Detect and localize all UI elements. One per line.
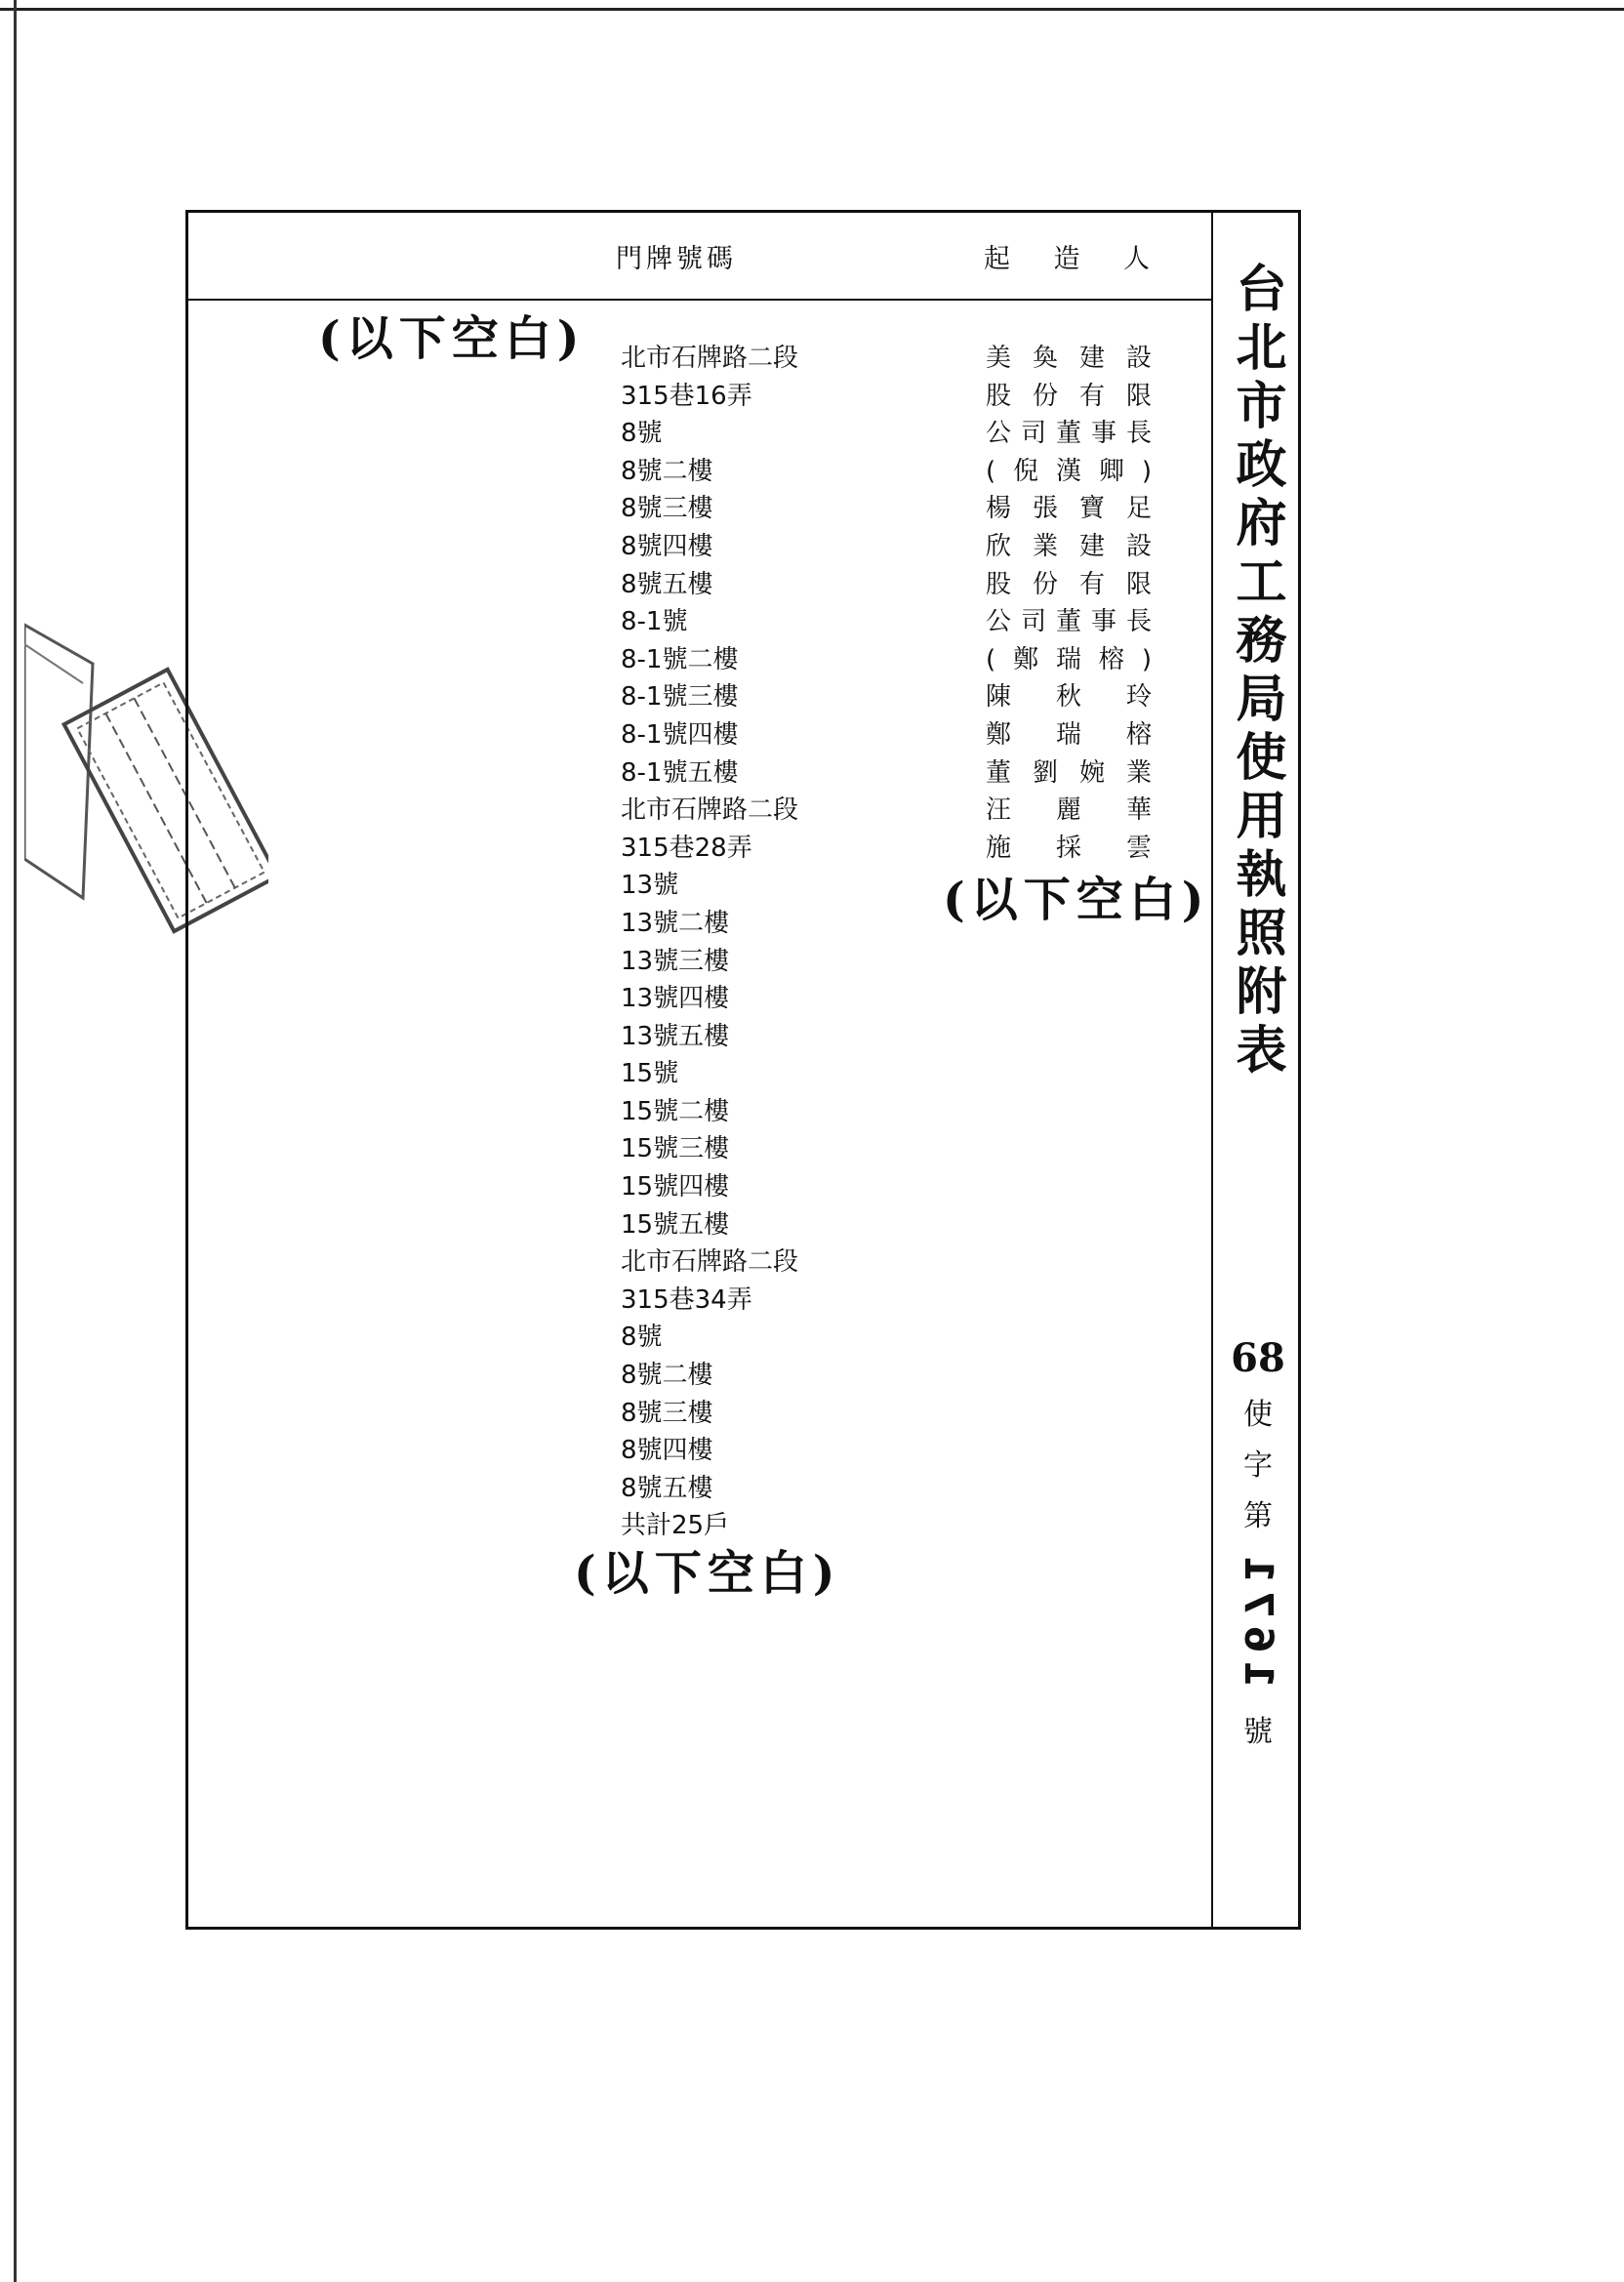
address-item: 15號五樓 [621, 1209, 730, 1240]
address-item: 8號二樓 [621, 1361, 713, 1391]
builder-item: 股份有限 [986, 381, 1152, 411]
address-item: 15號四樓 [621, 1172, 730, 1202]
address-list [621, 340, 798, 1545]
permit-number-block [1223, 1335, 1293, 1758]
builder-header-char: 人 [1123, 244, 1150, 274]
builder-item: 鄭瑞榕 [986, 719, 1152, 750]
address-item: 8號 [621, 419, 663, 449]
builder-item: 美奐建設 [986, 344, 1152, 373]
builder-item: 楊張寶足 [986, 494, 1152, 524]
address-item: 8-1號 [621, 607, 688, 637]
address-item: 315巷16弄 [621, 381, 752, 411]
builder-item: 陳秋玲 [986, 682, 1152, 713]
builder-item: (鄭瑞榕) [986, 644, 1152, 674]
builder-item: 公司董事長 [986, 607, 1152, 637]
address-item: 8-1號五樓 [621, 757, 739, 788]
address-item: 8號三樓 [621, 1398, 713, 1428]
address-item: 8-1號二樓 [621, 644, 739, 674]
permit-year: 68 [1231, 1335, 1285, 1381]
address-item: 8-1號四樓 [621, 719, 739, 750]
address-item: 8-1號三樓 [621, 682, 739, 713]
builder-header-char: 造 [1053, 244, 1080, 274]
scan-edge-top [0, 8, 1624, 11]
address-item: 15號三樓 [621, 1134, 730, 1164]
permit-prefix-char: 使 [1243, 1398, 1273, 1432]
address-item: 8號 [621, 1323, 663, 1353]
permit-number: 1671 [1236, 1548, 1280, 1689]
address-item: 315巷28弄 [621, 833, 752, 863]
blank-note-addresses: (以下空白) [574, 1546, 841, 1601]
address-item: 13號 [621, 871, 679, 901]
blank-note-top: (以下空白) [318, 311, 586, 366]
builder-item: 公司董事長 [986, 419, 1152, 449]
builder-item: 欣業建設 [986, 531, 1152, 561]
builder-item: 施採雲 [986, 833, 1152, 863]
address-item: 13號五樓 [621, 1021, 730, 1051]
builder-item: 股份有限 [986, 569, 1152, 599]
permit-prefix-char: 第 [1243, 1499, 1273, 1533]
builder-header-char: 起 [984, 244, 1010, 274]
address-item: 8號四樓 [621, 1436, 713, 1466]
address-item: 13號四樓 [621, 984, 730, 1014]
address-column-header: 門牌號碼 [616, 244, 737, 274]
attachment-table [185, 210, 1301, 1930]
document-title: 台北市政府工務局使用執照附表 [1227, 262, 1286, 1081]
builder-item: 董劉婉業 [986, 757, 1152, 788]
address-item: 8號五樓 [621, 569, 713, 599]
address-total: 共計25戶 [621, 1511, 730, 1541]
builder-list [986, 340, 1152, 867]
address-item: 15號二樓 [621, 1096, 730, 1126]
address-item: 北市石牌路二段 [621, 344, 799, 373]
address-item: 北市石牌路二段 [621, 795, 799, 826]
address-item: 315巷34弄 [621, 1284, 752, 1315]
address-item: 13號三樓 [621, 946, 730, 976]
address-item: 北市石牌路二段 [621, 1247, 799, 1278]
column-divider [1211, 213, 1213, 1929]
address-item: 8號二樓 [621, 456, 713, 486]
builder-column-header [984, 237, 1150, 275]
address-item: 8號三樓 [621, 494, 713, 524]
address-item: 13號二樓 [621, 908, 730, 938]
permit-suffix: 號 [1243, 1715, 1273, 1750]
address-item: 8號四樓 [621, 531, 713, 561]
blank-note-builders: (以下空白) [943, 873, 1210, 927]
address-item: 8號五樓 [621, 1473, 713, 1503]
builder-item: 汪麗華 [986, 795, 1152, 826]
scan-edge-left [14, 0, 17, 2282]
builder-item: (倪漢卿) [986, 456, 1152, 486]
permit-prefix-char: 字 [1243, 1448, 1273, 1483]
address-item: 15號 [621, 1059, 679, 1089]
